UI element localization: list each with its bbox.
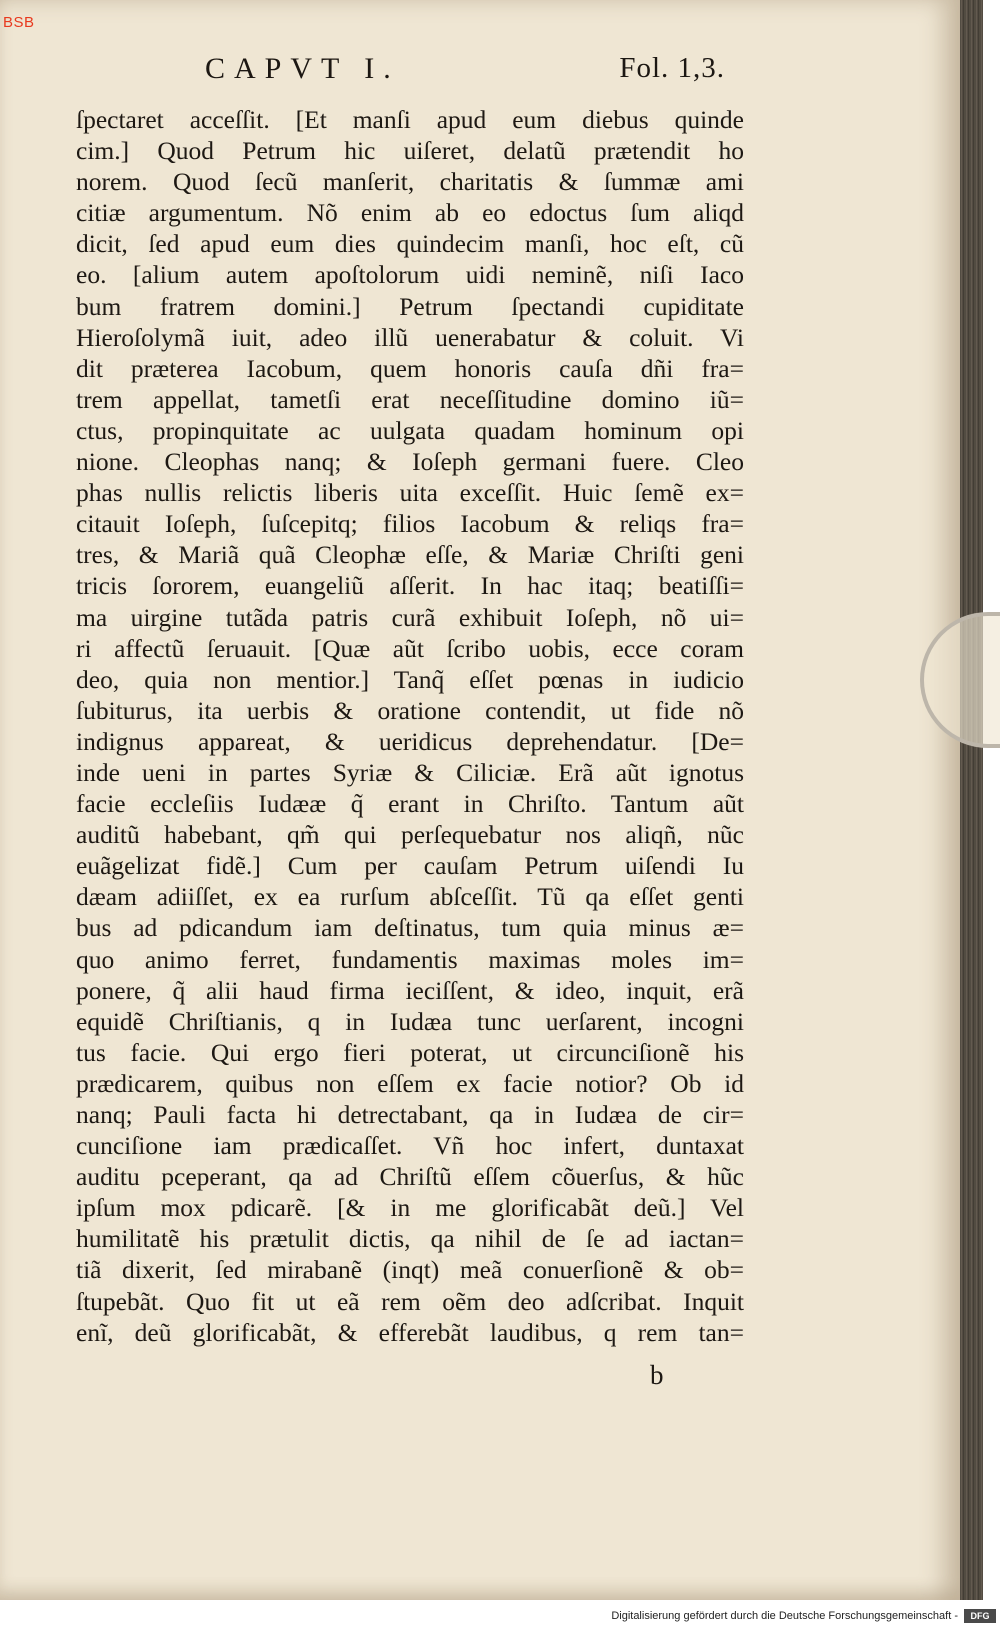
text-line: dæam adiiſſet, ex ea rurſum abſceſſit. Tũ qa eſſet genti	[76, 882, 744, 912]
text-line: ipſum mox pdicarẽ. [& in me glorificabãt deũ.] Vel	[76, 1193, 744, 1223]
text-line: tricis ſororem, euangeliũ aſſerit. In hac itaq; beatiſſi=	[76, 571, 744, 601]
text-line: ctus, propinquitate ac uulgata quadam hominum opi	[76, 415, 744, 445]
text-line: eo. [alium autem apoſtolorum uidi neminẽ, niſi Iaco	[76, 260, 744, 290]
text-line: auditũ habebant, qm̃ qui perſequebatur nos aliqñ, nũc	[76, 820, 744, 850]
text-line: ſpectaret acceſſit. [Et manſi apud eum diebus quinde	[76, 105, 744, 134]
signature-mark: b	[650, 1360, 664, 1390]
body-text	[76, 104, 744, 1348]
text-line: inde ueni in partes Syriæ & Ciliciæ. Erã aũt ignotus	[76, 757, 744, 787]
text-line: norem. Quod ſecũ manſerit, charitatis & ſummæ ami	[76, 167, 744, 197]
text-line: deo, quia non mentior.] Tanq̃ eſſet pœnas in iudicio	[76, 664, 744, 694]
footer-bar	[0, 1605, 1000, 1631]
running-title: CAPVT I.	[205, 52, 400, 85]
text-line: auditu pceperant, qa ad Chriſtũ eſſem cõuerſus, & hũc	[76, 1162, 744, 1192]
text-line: tiã dixerit, ſed mirabanẽ (inqt) meã conuerſionẽ & ob=	[76, 1255, 744, 1285]
page-edges	[960, 0, 983, 1600]
text-line: tres, & Mariã quã Cleophæ eſſe, & Mariæ Chriſti geni	[76, 540, 744, 570]
text-line: nanq; Pauli facta hi detrectabant, qa in Iudæa de cir=	[76, 1100, 744, 1129]
text-line: cim.] Quod Petrum hic uiſeret, delatũ prætendit ho	[76, 136, 744, 166]
text-line: facie eccleſiis Iudææ q̃ erant in Chriſto. Tantum aũt	[76, 789, 744, 819]
text-line: enĩ, deũ glorificabãt, & efferebãt laudibus, q rem tan=	[76, 1317, 744, 1347]
text-line: trem appellat, tametſi erat neceſſitudine domino iũ=	[76, 384, 744, 414]
text-line: nione. Cleophas nanq; & Ioſeph germani fuere. Cleo	[76, 447, 744, 477]
text-line: citauit Ioſeph, ſuſcepitq; filios Iacobum & reliqs fra=	[76, 509, 744, 539]
footer-credit: Digitalisierung gefördert durch die Deutsche Forschungsgemeinschaft -	[611, 1610, 958, 1622]
text-line: citiæ argumentum. Nõ enim ab eo edoctus ſum aliqd	[76, 198, 744, 228]
dfg-logo: DFG	[964, 1609, 996, 1623]
text-line: prædicarem, quibus non eſſem ex facie notior? Ob id	[76, 1068, 744, 1098]
text-line: phas nullis relictis liberis uita exceſſit. Huic ſemẽ ex=	[76, 478, 744, 508]
text-line: bus ad pdicandum iam deſtinatus, tum quia minus æ=	[76, 913, 744, 943]
running-head	[205, 52, 725, 92]
text-line: equidẽ Chriſtianis, q in Iudæa tunc uerſarent, incogni	[76, 1006, 744, 1036]
text-line: ma uirgine tutãda patris curã exhibuit Ioſeph, nõ ui=	[76, 602, 744, 632]
folio-number: Fol. 1,3.	[619, 52, 725, 84]
text-line: dit præterea Iacobum, quem honoris cauſa dñi fra=	[76, 353, 744, 383]
text-line: ſubiturus, ita uerbis & oratione contendit, ut fide nõ	[76, 695, 744, 725]
library-mark: BSB	[3, 14, 35, 31]
text-line: ri affectũ ſeruauit. [Quæ aũt ſcribo uobis, ecce coram	[76, 633, 744, 663]
text-line: humilitatẽ his prætulit dictis, qa nihil de ſe ad iactan=	[76, 1224, 744, 1254]
text-line: Hieroſolymã iuit, adeo illũ uenerabatur & coluit. Vi	[76, 322, 744, 352]
text-line: euãgelizat fidẽ.] Cum per cauſam Petrum uiſendi Iu	[76, 851, 744, 881]
text-line: indignus appareat, & ueridicus deprehendatur. [De=	[76, 726, 744, 756]
text-line: ſtupebãt. Quo fit ut eã rem oẽm deo adſcribat. Inquit	[76, 1286, 744, 1316]
text-line: ponere, q̃ alii haud firma ieciſſent, & ideo, inquit, erã	[76, 975, 744, 1005]
text-line: cunciſione iam prædicaſſet. Vñ hoc infert, duntaxat	[76, 1131, 744, 1161]
text-line: tus facie. Qui ergo fieri poterat, ut circunciſionẽ his	[76, 1037, 744, 1067]
text-line: bum fratrem domini.] Petrum ſpectandi cupiditate	[76, 291, 744, 321]
text-line: dicit, ſed apud eum dies quindecim manſi, hoc eſt, cũ	[76, 229, 744, 259]
text-line: quo animo ferret, fundamentis maximas moles im=	[76, 944, 744, 974]
